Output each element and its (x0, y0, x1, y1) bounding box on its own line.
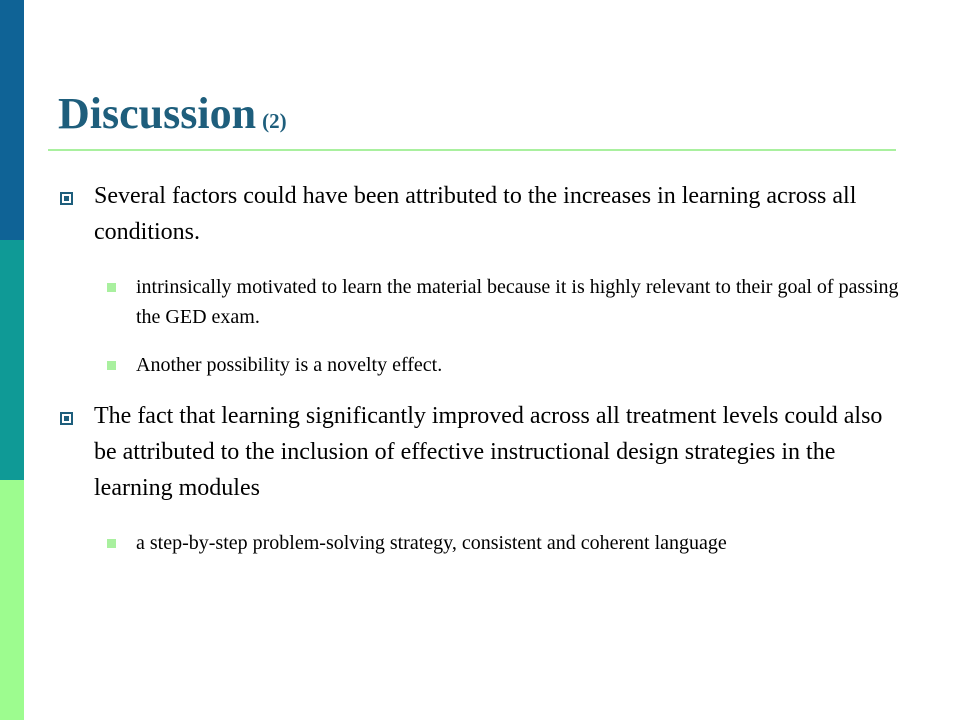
slide-body (0, 178, 960, 558)
bullet-text: Several factors could have been attributed to the increases in learning across all conditions. (94, 183, 857, 245)
sub-bullet-item (136, 272, 906, 332)
sub-bullet-item (136, 350, 906, 380)
sub-bullet-icon (107, 283, 116, 292)
square-bullet-icon (60, 192, 73, 205)
bullet-item (94, 398, 894, 506)
title-divider (48, 149, 896, 151)
sub-bullet-text: a step-by-step problem-solving strategy, consistent and coherent language (136, 532, 727, 554)
slide-title-text: Discussion (58, 89, 257, 138)
square-bullet-icon (60, 412, 73, 425)
slide-title-suffix: (2) (262, 109, 287, 133)
sub-bullet-icon (107, 361, 116, 370)
bullet-item (94, 178, 894, 250)
sub-bullet-text: Another possibility is a novelty effect. (136, 354, 443, 376)
bullet-text: The fact that learning significantly improved across all treatment levels could also be attributed to the inclusion of effective instructional design strategies in the learning modules (94, 403, 883, 501)
sub-bullet-icon (107, 539, 116, 548)
slide-title (58, 86, 287, 149)
sub-bullet-item (136, 528, 906, 558)
sub-bullet-text: intrinsically motivated to learn the material because it is highly relevant to their goal of passing the GED exam. (136, 276, 899, 328)
